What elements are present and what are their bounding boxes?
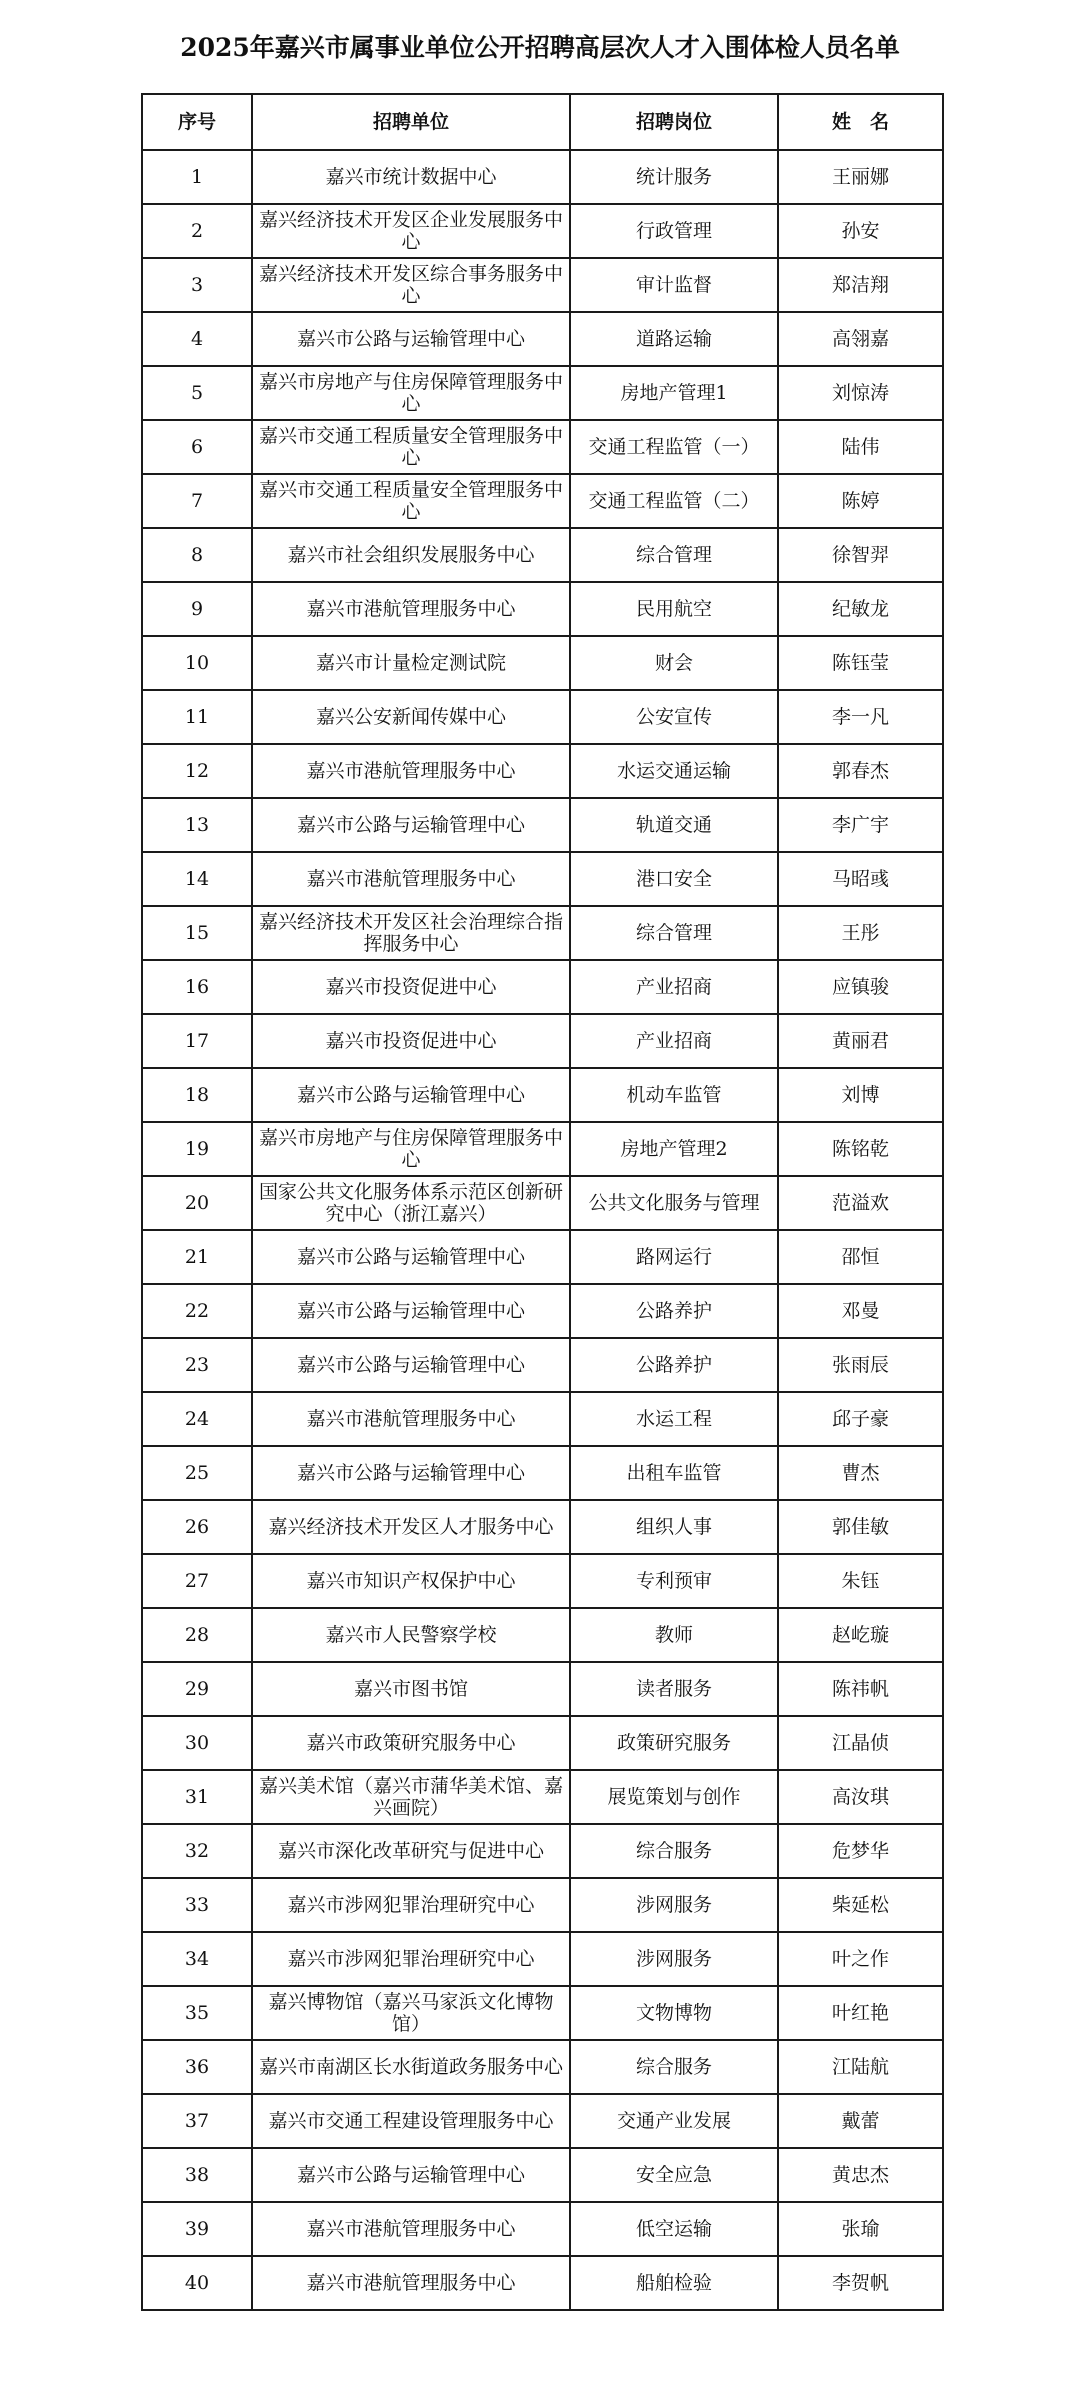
cell-name: 邱子豪	[778, 1392, 943, 1446]
cell-name: 陈钰莹	[778, 636, 943, 690]
cell-index: 36	[142, 2040, 252, 2094]
cell-index: 33	[142, 1878, 252, 1932]
table-row	[142, 1608, 943, 1662]
cell-position: 公安宣传	[570, 690, 778, 744]
cell-index: 16	[142, 960, 252, 1014]
cell-name: 应镇骏	[778, 960, 943, 1014]
cell-unit: 嘉兴公安新闻传媒中心	[252, 690, 570, 744]
table-row	[142, 1554, 943, 1608]
cell-unit: 嘉兴市公路与运输管理中心	[252, 1338, 570, 1392]
cell-position: 轨道交通	[570, 798, 778, 852]
cell-index: 12	[142, 744, 252, 798]
cell-position: 公路养护	[570, 1284, 778, 1338]
cell-position: 综合服务	[570, 1824, 778, 1878]
cell-unit: 嘉兴市港航管理服务中心	[252, 852, 570, 906]
cell-position: 行政管理	[570, 204, 778, 258]
cell-index: 3	[142, 258, 252, 312]
cell-name: 陈铭乾	[778, 1122, 943, 1176]
cell-index: 11	[142, 690, 252, 744]
table-row	[142, 1176, 943, 1230]
cell-name: 郑洁翔	[778, 258, 943, 312]
cell-index: 34	[142, 1932, 252, 1986]
cell-position: 政策研究服务	[570, 1716, 778, 1770]
cell-name: 高翎嘉	[778, 312, 943, 366]
cell-name: 张雨辰	[778, 1338, 943, 1392]
table-row	[142, 960, 943, 1014]
cell-position: 组织人事	[570, 1500, 778, 1554]
table-row	[142, 2040, 943, 2094]
cell-position: 涉网服务	[570, 1878, 778, 1932]
cell-position: 公路养护	[570, 1338, 778, 1392]
cell-position: 交通工程监管（二）	[570, 474, 778, 528]
cell-index: 1	[142, 150, 252, 204]
cell-unit: 嘉兴市人民警察学校	[252, 1608, 570, 1662]
cell-position: 房地产管理1	[570, 366, 778, 420]
cell-index: 14	[142, 852, 252, 906]
cell-position: 统计服务	[570, 150, 778, 204]
cell-index: 25	[142, 1446, 252, 1500]
table-row	[142, 2256, 943, 2310]
cell-position: 综合管理	[570, 906, 778, 960]
cell-position: 综合服务	[570, 2040, 778, 2094]
table-row	[142, 852, 943, 906]
cell-index: 8	[142, 528, 252, 582]
header-unit: 招聘单位	[252, 94, 570, 150]
cell-unit: 嘉兴经济技术开发区企业发展服务中心	[252, 204, 570, 258]
cell-index: 7	[142, 474, 252, 528]
cell-name: 戴蕾	[778, 2094, 943, 2148]
cell-unit: 嘉兴市房地产与住房保障管理服务中心	[252, 1122, 570, 1176]
cell-name: 范溢欢	[778, 1176, 943, 1230]
cell-position: 民用航空	[570, 582, 778, 636]
cell-name: 孙安	[778, 204, 943, 258]
cell-name: 王彤	[778, 906, 943, 960]
cell-name: 邵恒	[778, 1230, 943, 1284]
cell-unit: 嘉兴市房地产与住房保障管理服务中心	[252, 366, 570, 420]
cell-name: 纪敏龙	[778, 582, 943, 636]
cell-unit: 嘉兴市公路与运输管理中心	[252, 2148, 570, 2202]
cell-index: 6	[142, 420, 252, 474]
cell-position: 安全应急	[570, 2148, 778, 2202]
cell-unit: 嘉兴市公路与运输管理中心	[252, 1068, 570, 1122]
table-row	[142, 366, 943, 420]
cell-unit: 嘉兴经济技术开发区综合事务服务中心	[252, 258, 570, 312]
cell-index: 21	[142, 1230, 252, 1284]
cell-name: 江晶侦	[778, 1716, 943, 1770]
cell-position: 路网运行	[570, 1230, 778, 1284]
table-row	[142, 798, 943, 852]
cell-position: 公共文化服务与管理	[570, 1176, 778, 1230]
table-row	[142, 2094, 943, 2148]
cell-index: 39	[142, 2202, 252, 2256]
cell-name: 陈祎帆	[778, 1662, 943, 1716]
cell-position: 读者服务	[570, 1662, 778, 1716]
table-row	[142, 2202, 943, 2256]
cell-index: 22	[142, 1284, 252, 1338]
cell-name: 郭春杰	[778, 744, 943, 798]
cell-position: 产业招商	[570, 960, 778, 1014]
cell-unit: 嘉兴市涉网犯罪治理研究中心	[252, 1932, 570, 1986]
table-row	[142, 1986, 943, 2040]
cell-unit: 嘉兴美术馆（嘉兴市蒲华美术馆、嘉兴画院）	[252, 1770, 570, 1824]
cell-position: 道路运输	[570, 312, 778, 366]
cell-unit: 嘉兴市公路与运输管理中心	[252, 1284, 570, 1338]
cell-position: 交通产业发展	[570, 2094, 778, 2148]
table-row	[142, 1824, 943, 1878]
cell-name: 徐智羿	[778, 528, 943, 582]
cell-index: 9	[142, 582, 252, 636]
table-row	[142, 474, 943, 528]
cell-position: 财会	[570, 636, 778, 690]
cell-position: 机动车监管	[570, 1068, 778, 1122]
table-row	[142, 1122, 943, 1176]
cell-index: 37	[142, 2094, 252, 2148]
cell-unit: 嘉兴市公路与运输管理中心	[252, 1230, 570, 1284]
cell-unit: 嘉兴市计量检定测试院	[252, 636, 570, 690]
cell-index: 31	[142, 1770, 252, 1824]
cell-unit: 嘉兴市交通工程质量安全管理服务中心	[252, 474, 570, 528]
cell-unit: 嘉兴市投资促进中心	[252, 1014, 570, 1068]
cell-name: 曹杰	[778, 1446, 943, 1500]
cell-index: 17	[142, 1014, 252, 1068]
cell-index: 26	[142, 1500, 252, 1554]
cell-name: 叶之作	[778, 1932, 943, 1986]
table-row	[142, 1230, 943, 1284]
cell-unit: 嘉兴市政策研究服务中心	[252, 1716, 570, 1770]
cell-name: 赵屹璇	[778, 1608, 943, 1662]
cell-index: 13	[142, 798, 252, 852]
table-row	[142, 150, 943, 204]
cell-position: 出租车监管	[570, 1446, 778, 1500]
cell-name: 张瑜	[778, 2202, 943, 2256]
cell-unit: 嘉兴市知识产权保护中心	[252, 1554, 570, 1608]
cell-index: 5	[142, 366, 252, 420]
cell-unit: 嘉兴市公路与运输管理中心	[252, 1446, 570, 1500]
cell-name: 刘惊涛	[778, 366, 943, 420]
table-row	[142, 420, 943, 474]
cell-unit: 嘉兴市港航管理服务中心	[252, 1392, 570, 1446]
cell-unit: 国家公共文化服务体系示范区创新研究中心（浙江嘉兴）	[252, 1176, 570, 1230]
header-position: 招聘岗位	[570, 94, 778, 150]
cell-name: 黄忠杰	[778, 2148, 943, 2202]
cell-unit: 嘉兴市社会组织发展服务中心	[252, 528, 570, 582]
cell-unit: 嘉兴市公路与运输管理中心	[252, 312, 570, 366]
cell-index: 35	[142, 1986, 252, 2040]
cell-position: 水运交通运输	[570, 744, 778, 798]
candidate-table	[141, 93, 944, 2311]
cell-name: 刘博	[778, 1068, 943, 1122]
cell-index: 20	[142, 1176, 252, 1230]
cell-name: 黄丽君	[778, 1014, 943, 1068]
cell-unit: 嘉兴市港航管理服务中心	[252, 2256, 570, 2310]
cell-index: 10	[142, 636, 252, 690]
cell-position: 房地产管理2	[570, 1122, 778, 1176]
table-row	[142, 582, 943, 636]
table-row	[142, 690, 943, 744]
table-row	[142, 528, 943, 582]
cell-unit: 嘉兴市统计数据中心	[252, 150, 570, 204]
cell-unit: 嘉兴市公路与运输管理中心	[252, 798, 570, 852]
cell-unit: 嘉兴市南湖区长水街道政务服务中心	[252, 2040, 570, 2094]
cell-name: 王丽娜	[778, 150, 943, 204]
cell-name: 高汝琪	[778, 1770, 943, 1824]
cell-position: 展览策划与创作	[570, 1770, 778, 1824]
table-row	[142, 906, 943, 960]
cell-index: 24	[142, 1392, 252, 1446]
cell-position: 交通工程监管（一）	[570, 420, 778, 474]
cell-unit: 嘉兴市图书馆	[252, 1662, 570, 1716]
header-row	[142, 94, 943, 150]
cell-index: 30	[142, 1716, 252, 1770]
table-row	[142, 1392, 943, 1446]
cell-position: 文物博物	[570, 1986, 778, 2040]
table-header	[142, 94, 943, 150]
cell-name: 危梦华	[778, 1824, 943, 1878]
cell-unit: 嘉兴市港航管理服务中心	[252, 582, 570, 636]
table-row	[142, 1878, 943, 1932]
cell-name: 邓曼	[778, 1284, 943, 1338]
cell-unit: 嘉兴市港航管理服务中心	[252, 744, 570, 798]
table-row	[142, 1932, 943, 1986]
cell-index: 23	[142, 1338, 252, 1392]
cell-position: 专利预审	[570, 1554, 778, 1608]
header-name: 姓 名	[778, 94, 943, 150]
table-row	[142, 1068, 943, 1122]
cell-unit: 嘉兴博物馆（嘉兴马家浜文化博物馆）	[252, 1986, 570, 2040]
cell-name: 李贺帆	[778, 2256, 943, 2310]
table-row	[142, 1500, 943, 1554]
cell-unit: 嘉兴市港航管理服务中心	[252, 2202, 570, 2256]
cell-name: 李一凡	[778, 690, 943, 744]
cell-index: 19	[142, 1122, 252, 1176]
cell-position: 综合管理	[570, 528, 778, 582]
table-row	[142, 636, 943, 690]
cell-name: 叶红艳	[778, 1986, 943, 2040]
header-index: 序号	[142, 94, 252, 150]
cell-name: 柴延松	[778, 1878, 943, 1932]
cell-index: 38	[142, 2148, 252, 2202]
cell-unit: 嘉兴市深化改革研究与促进中心	[252, 1824, 570, 1878]
cell-position: 船舶检验	[570, 2256, 778, 2310]
page-title: 2025年嘉兴市属事业单位公开招聘高层次人才入围体检人员名单	[180, 33, 900, 62]
table-row	[142, 204, 943, 258]
cell-index: 15	[142, 906, 252, 960]
cell-index: 4	[142, 312, 252, 366]
cell-name: 李广宇	[778, 798, 943, 852]
cell-position: 涉网服务	[570, 1932, 778, 1986]
cell-position: 产业招商	[570, 1014, 778, 1068]
cell-name: 江陆航	[778, 2040, 943, 2094]
cell-unit: 嘉兴经济技术开发区人才服务中心	[252, 1500, 570, 1554]
cell-unit: 嘉兴市投资促进中心	[252, 960, 570, 1014]
cell-position: 审计监督	[570, 258, 778, 312]
cell-index: 29	[142, 1662, 252, 1716]
table-row	[142, 312, 943, 366]
table-row	[142, 1014, 943, 1068]
cell-position: 教师	[570, 1608, 778, 1662]
cell-position: 水运工程	[570, 1392, 778, 1446]
cell-position: 低空运输	[570, 2202, 778, 2256]
cell-name: 郭佳敏	[778, 1500, 943, 1554]
cell-index: 40	[142, 2256, 252, 2310]
cell-name: 马昭彧	[778, 852, 943, 906]
cell-name: 陆伟	[778, 420, 943, 474]
table-row	[142, 1770, 943, 1824]
table-row	[142, 744, 943, 798]
cell-position: 港口安全	[570, 852, 778, 906]
cell-unit: 嘉兴经济技术开发区社会治理综合指挥服务中心	[252, 906, 570, 960]
cell-index: 27	[142, 1554, 252, 1608]
table-row	[142, 1284, 943, 1338]
cell-unit: 嘉兴市交通工程建设管理服务中心	[252, 2094, 570, 2148]
table-row	[142, 1338, 943, 1392]
cell-index: 28	[142, 1608, 252, 1662]
table-row	[142, 1446, 943, 1500]
cell-index: 2	[142, 204, 252, 258]
table-row	[142, 2148, 943, 2202]
cell-name: 朱钰	[778, 1554, 943, 1608]
table-row	[142, 1662, 943, 1716]
table-row	[142, 1716, 943, 1770]
cell-index: 32	[142, 1824, 252, 1878]
cell-unit: 嘉兴市涉网犯罪治理研究中心	[252, 1878, 570, 1932]
table-row	[142, 258, 943, 312]
cell-index: 18	[142, 1068, 252, 1122]
table-body	[142, 150, 943, 2310]
cell-name: 陈婷	[778, 474, 943, 528]
cell-unit: 嘉兴市交通工程质量安全管理服务中心	[252, 420, 570, 474]
